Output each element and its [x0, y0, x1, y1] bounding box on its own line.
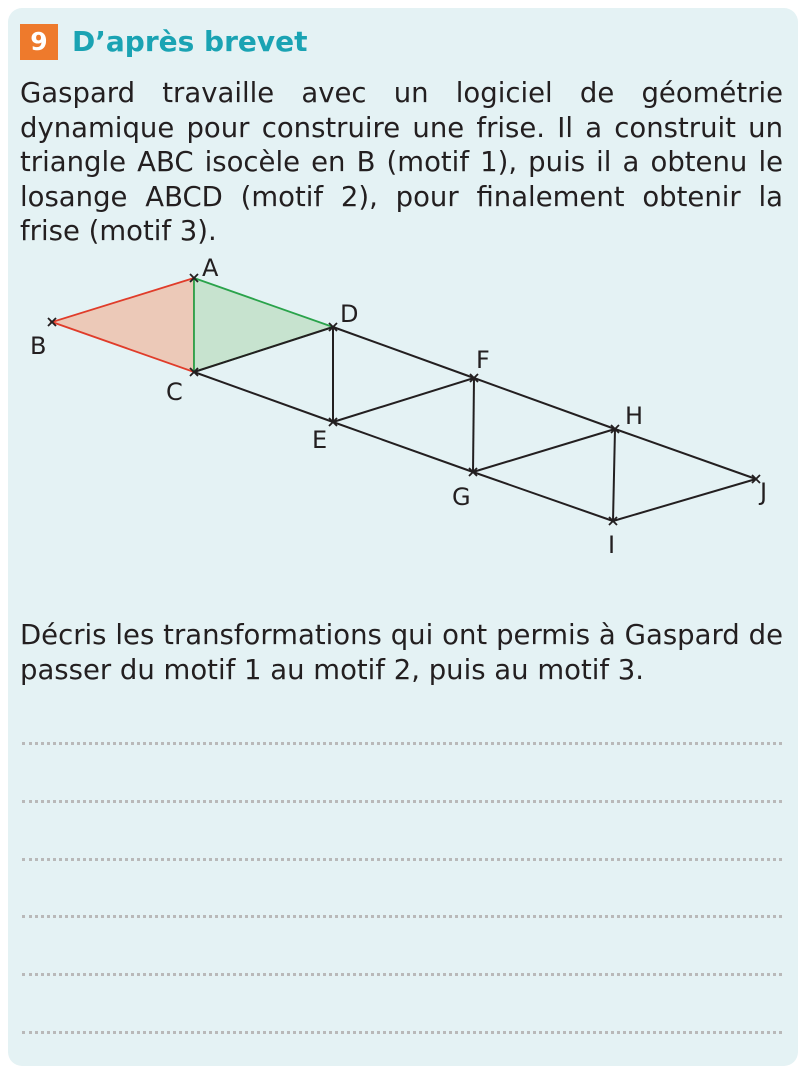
triangle-abc	[52, 278, 194, 372]
exercise-intro-text: Gaspard travaille avec un logiciel de géométrie dynamique pour construire une frise. Il a construit un triangle ABC isocèle en B (motif 1), puis il a obtenu le losange ABCD (motif 2), pour finalement obtenir la frise (motif 3).	[20, 77, 783, 247]
label-d: D	[340, 300, 359, 328]
answer-line[interactable]	[22, 742, 782, 745]
segment-gh	[473, 429, 615, 472]
answer-line[interactable]	[22, 973, 782, 976]
exercise-title: D’après brevet	[72, 25, 308, 58]
segment-fh	[474, 378, 615, 429]
segment-ef	[333, 378, 474, 422]
label-e: E	[312, 426, 328, 454]
label-c: C	[166, 378, 183, 406]
answer-line[interactable]	[22, 915, 782, 918]
answer-line[interactable]	[22, 1031, 782, 1034]
triangle-acd	[194, 278, 333, 372]
label-i: I	[608, 531, 616, 559]
answer-line[interactable]	[22, 858, 782, 861]
label-f: F	[476, 346, 490, 374]
exercise-question-text: Décris les transformations qui ont permis à Gaspard de passer du motif 1 au motif 2, puis au motif 3.	[20, 619, 783, 686]
answer-line[interactable]	[22, 800, 782, 803]
segment-eg	[333, 422, 473, 472]
segment-hj	[615, 429, 756, 479]
label-b: B	[30, 332, 47, 360]
frieze-lines	[194, 327, 756, 521]
segment-ij	[613, 479, 756, 521]
segment-gi	[473, 472, 613, 521]
segment-ce	[194, 372, 333, 422]
exercise-number-badge: 9	[20, 24, 58, 60]
segment-fg	[473, 378, 474, 472]
label-j: J	[760, 478, 768, 506]
segment-hi	[613, 429, 615, 521]
segment-df	[333, 327, 474, 378]
label-h: H	[625, 402, 644, 430]
label-g: G	[452, 483, 471, 511]
label-a: A	[202, 254, 219, 282]
